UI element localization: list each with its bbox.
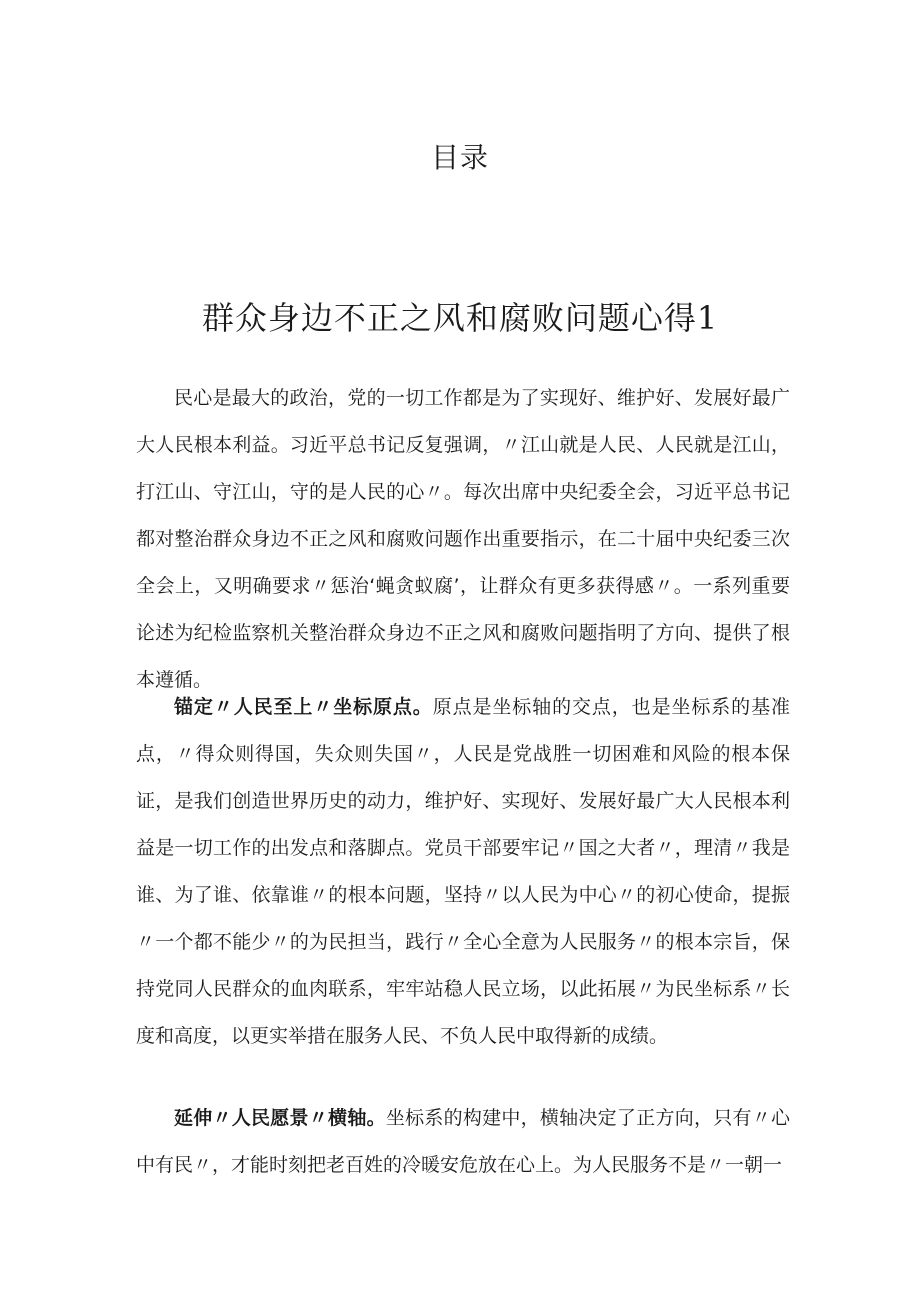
paragraph-text: 民心是最大的政治，党的一切工作都是为了实现好、维护好、发展好最广大人民根本利益。习近平总书记反复强调，〃江山就是人民、人民就是江山，打江山、守江山，守的是人民的心〃。每次出席中央纪委全会，习近平总书记都对整治群众身边不正之风和腐败问题作出重要指示，在二十届中央纪委三次全会上，又明确要求〃惩治‘蝇贪蚁腐’，让群众有更多获得感〃。一系列重要论述为纪检监察机关整治群众身边不正之风和腐败问题指明了方向、提供了根本遵循。 (136, 387, 790, 691)
article-title: 群众身边不正之风和腐败问题心得1 (201, 299, 719, 337)
toc-heading: 目录 (430, 141, 489, 174)
paragraph-lead: 延伸〃人民愿景〃横轴。 (174, 1107, 386, 1129)
paragraph-anchor-origin (136, 684, 790, 1060)
paragraph-extend-axis (136, 1095, 790, 1189)
paragraph-intro (136, 375, 790, 704)
paragraph-lead: 锚定〃人民至上〃坐标原点。 (174, 696, 433, 718)
paragraph-text: 坐标系的构建中，横轴决定了正方向，只有〃心中有民〃，才能时刻把老百姓的冷暖安危放在心上。为人民服务不是〃一朝一 (136, 1107, 790, 1176)
paragraph-text: 原点是坐标轴的交点，也是坐标系的基准点，〃得众则得国，失众则失国〃，人民是党战胜一切困难和风险的根本保证，是我们创造世界历史的动力，维护好、实现好、发展好最广大人民根本利益是一切工作的出发点和落脚点。党员干部要牢记〃国之大者〃，理清〃我是谁、为了谁、依靠谁〃的根本问题，坚持〃以人民为中心〃的初心使命，提振〃一个都不能少〃的为民担当，践行〃全心全意为人民服务〃的根本宗旨，保持党同人民群众的血肉联系，牢牢站稳人民立场，以此拓展〃为民坐标系〃长度和高度，以更实举措在服务人民、不负人民中取得新的成绩。 (136, 696, 790, 1047)
